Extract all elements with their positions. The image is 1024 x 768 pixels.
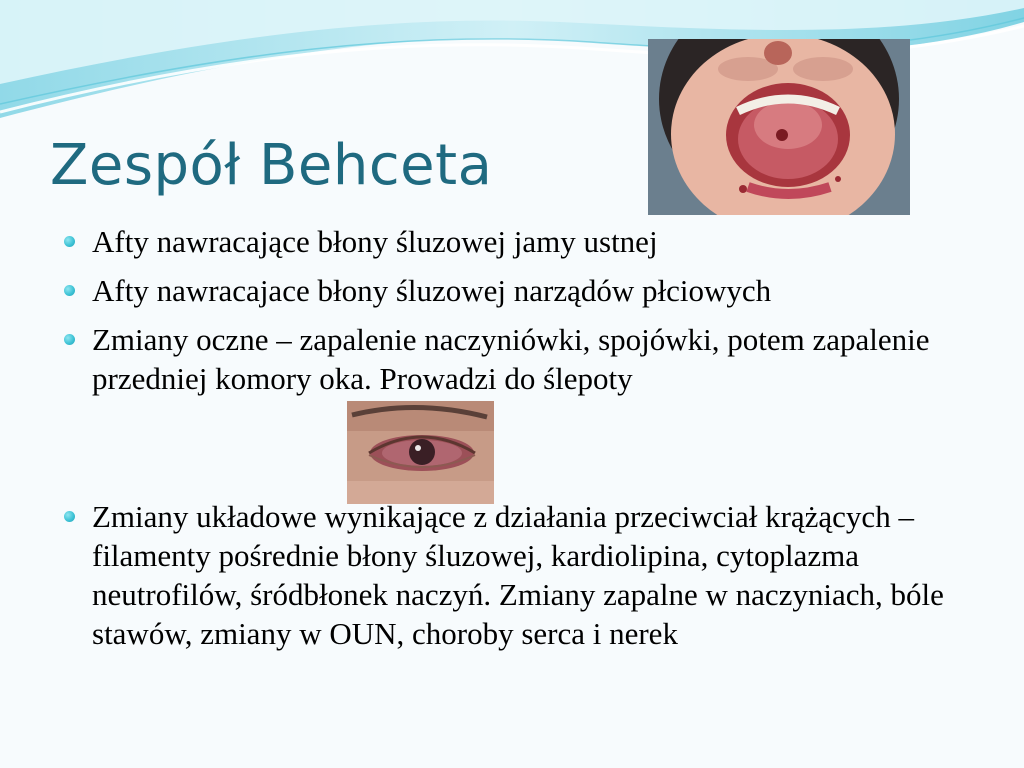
- eye-inflammation-photo: [347, 401, 494, 504]
- bullet-dot-icon: [64, 511, 75, 522]
- mouth-ulcer-photo: [648, 39, 910, 215]
- bullet-dot-icon: [64, 236, 75, 247]
- bullet-dot-icon: [64, 334, 75, 345]
- slide-title: Zespół Behceta: [50, 133, 493, 198]
- bullet-text: Zmiany układowe wynikające z działania przeciwciał krążących – filamenty pośrednie błony śluzowej, kardiolipina, cytoplazma neutrofilów, śródbłonek naczyń. Zmiany zapalne w naczyniach, bóle stawów, zmiany w OUN, choroby serca i nerek: [92, 499, 944, 651]
- bullet-text: Zmiany oczne – zapalenie naczyniówki, spojówki, potem zapalenie przedniej komory oka. Prowadzi do ślepoty: [92, 322, 930, 396]
- bullet-dot-icon: [64, 285, 75, 296]
- bullet-text: Afty nawracające błony śluzowej jamy ustnej: [92, 224, 658, 259]
- bullet-text: Afty nawracajace błony śluzowej narządów płciowych: [92, 273, 772, 308]
